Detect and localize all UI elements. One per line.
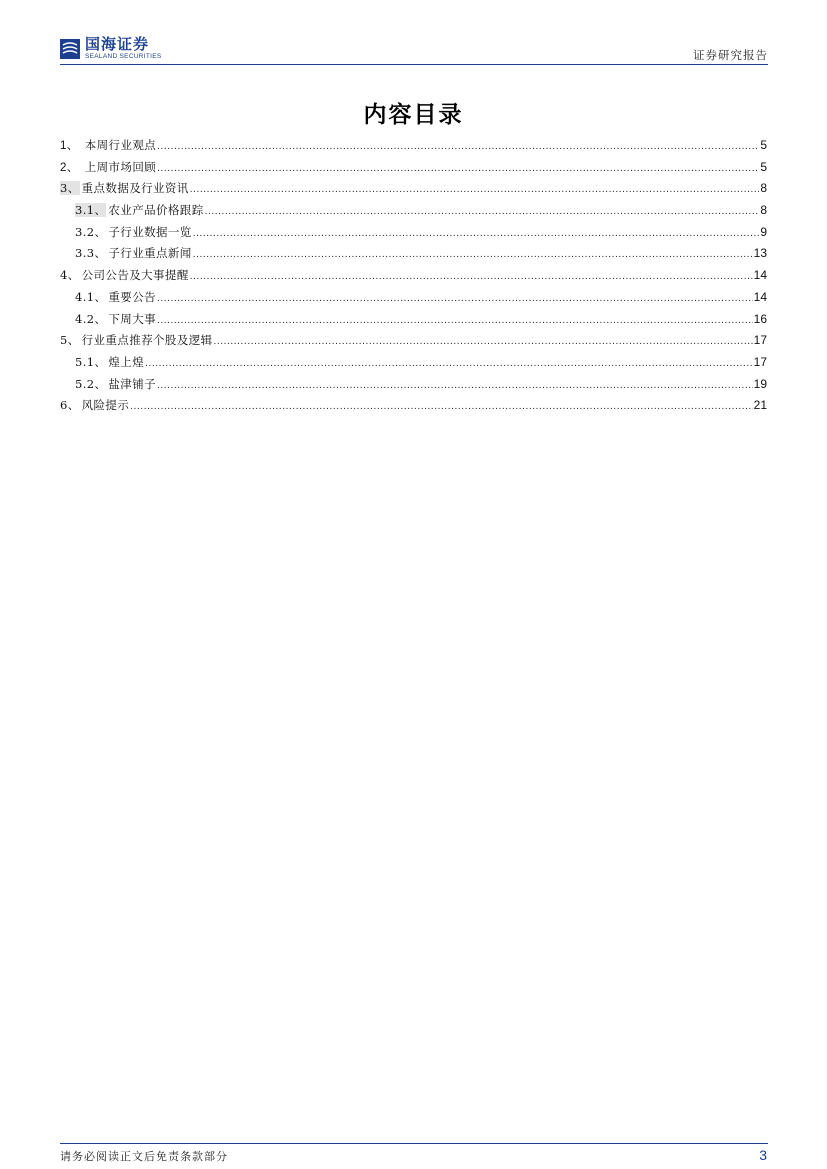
toc-entry-3-2[interactable] xyxy=(60,224,767,246)
toc-entry-page: 5 xyxy=(760,159,767,174)
page-number: 3 xyxy=(759,1147,767,1163)
logo-chinese-name: 国海证券 xyxy=(85,35,150,54)
toc-leader-dots xyxy=(157,163,759,174)
toc-leader-dots xyxy=(157,141,759,152)
toc-entry-number: 3、 xyxy=(60,181,80,196)
toc-entry-5-1[interactable] xyxy=(60,354,767,376)
toc-entry-label: 盐津铺子 xyxy=(108,376,156,391)
toc-entry-2[interactable] xyxy=(60,159,767,181)
toc-entry-page: 17 xyxy=(753,354,767,369)
toc-entry-number: 3.2、 xyxy=(75,224,107,239)
toc-entry-label: 煌上煌 xyxy=(108,354,145,369)
logo-english-name: SEALAND SECURITIES xyxy=(85,53,162,61)
toc-leader-dots xyxy=(145,358,753,369)
toc-entry-label: 重要公告 xyxy=(108,289,156,304)
toc-entry-page: 19 xyxy=(753,376,767,391)
table-of-contents xyxy=(60,137,767,419)
toc-entry-page: 17 xyxy=(753,333,767,348)
toc-entry-label: 子行业数据一览 xyxy=(108,224,192,239)
toc-entry-number: 3.3、 xyxy=(75,246,107,261)
toc-leader-dots xyxy=(205,206,760,217)
toc-entry-page: 5 xyxy=(760,138,767,152)
toc-leader-dots xyxy=(157,293,753,304)
toc-entry-number: 4.1、 xyxy=(75,289,107,304)
toc-entry-5[interactable] xyxy=(60,332,767,354)
toc-entry-label: 风险提示 xyxy=(81,398,130,413)
toc-entry-page: 14 xyxy=(753,289,767,304)
toc-leader-dots xyxy=(190,184,760,195)
toc-entry-label: 子行业重点新闻 xyxy=(108,246,192,261)
toc-entry-number: 1、 xyxy=(60,140,79,152)
toc-entry-5-2[interactable] xyxy=(60,376,767,398)
toc-entry-number: 6、 xyxy=(60,398,80,413)
toc-entry-label: 公司公告及大事提醒 xyxy=(81,268,189,283)
toc-entry-1[interactable] xyxy=(60,137,767,159)
toc-leader-dots xyxy=(193,228,760,239)
toc-entry-number: 5.2、 xyxy=(75,376,107,391)
toc-entry-number: 3.1、 xyxy=(75,203,107,218)
toc-entry-3-3[interactable] xyxy=(60,245,767,267)
sealand-logo-icon xyxy=(60,39,80,59)
toc-entry-4-1[interactable] xyxy=(60,289,767,311)
page-header xyxy=(60,36,768,64)
toc-entry-3[interactable] xyxy=(60,180,767,202)
toc-leader-dots xyxy=(193,249,753,260)
toc-entry-page: 8 xyxy=(760,181,767,196)
toc-entry-page: 16 xyxy=(753,311,767,326)
toc-entry-page: 21 xyxy=(753,398,767,413)
footer-divider xyxy=(60,1143,768,1144)
toc-leader-dots xyxy=(157,315,753,326)
document-type-label: 证券研究报告 xyxy=(693,48,768,62)
toc-entry-6[interactable] xyxy=(60,397,767,419)
toc-entry-page: 13 xyxy=(753,246,767,261)
toc-entry-3-1[interactable] xyxy=(60,202,767,224)
toc-entry-label: 下周大事 xyxy=(108,311,156,326)
toc-entry-label: 上周市场回顾 xyxy=(80,159,157,174)
toc-entry-page: 9 xyxy=(760,224,767,239)
toc-entry-label: 本周行业观点 xyxy=(80,138,157,152)
toc-entry-page: 14 xyxy=(753,268,767,283)
company-logo xyxy=(60,36,162,62)
page-title: 内容目录 xyxy=(363,102,464,128)
toc-entry-4-2[interactable] xyxy=(60,311,767,333)
toc-entry-label: 重点数据及行业资讯 xyxy=(81,181,189,196)
toc-leader-dots xyxy=(214,336,753,347)
toc-entry-number: 5.1、 xyxy=(75,354,107,369)
toc-entry-4[interactable] xyxy=(60,267,767,289)
toc-entry-label: 农业产品价格跟踪 xyxy=(108,203,204,218)
toc-entry-label: 行业重点推荐个股及逻辑 xyxy=(81,333,213,348)
toc-entry-number: 4.2、 xyxy=(75,311,107,326)
toc-entry-number: 5、 xyxy=(60,333,80,348)
toc-leader-dots xyxy=(157,380,753,391)
toc-leader-dots xyxy=(190,271,753,282)
toc-leader-dots xyxy=(130,401,752,412)
toc-entry-page: 8 xyxy=(760,203,767,218)
toc-entry-number: 2、 xyxy=(60,161,79,174)
toc-entry-number: 4、 xyxy=(60,268,80,283)
footer-disclaimer: 请务必阅读正文后免责条款部分 xyxy=(60,1150,228,1163)
header-divider xyxy=(60,64,768,65)
